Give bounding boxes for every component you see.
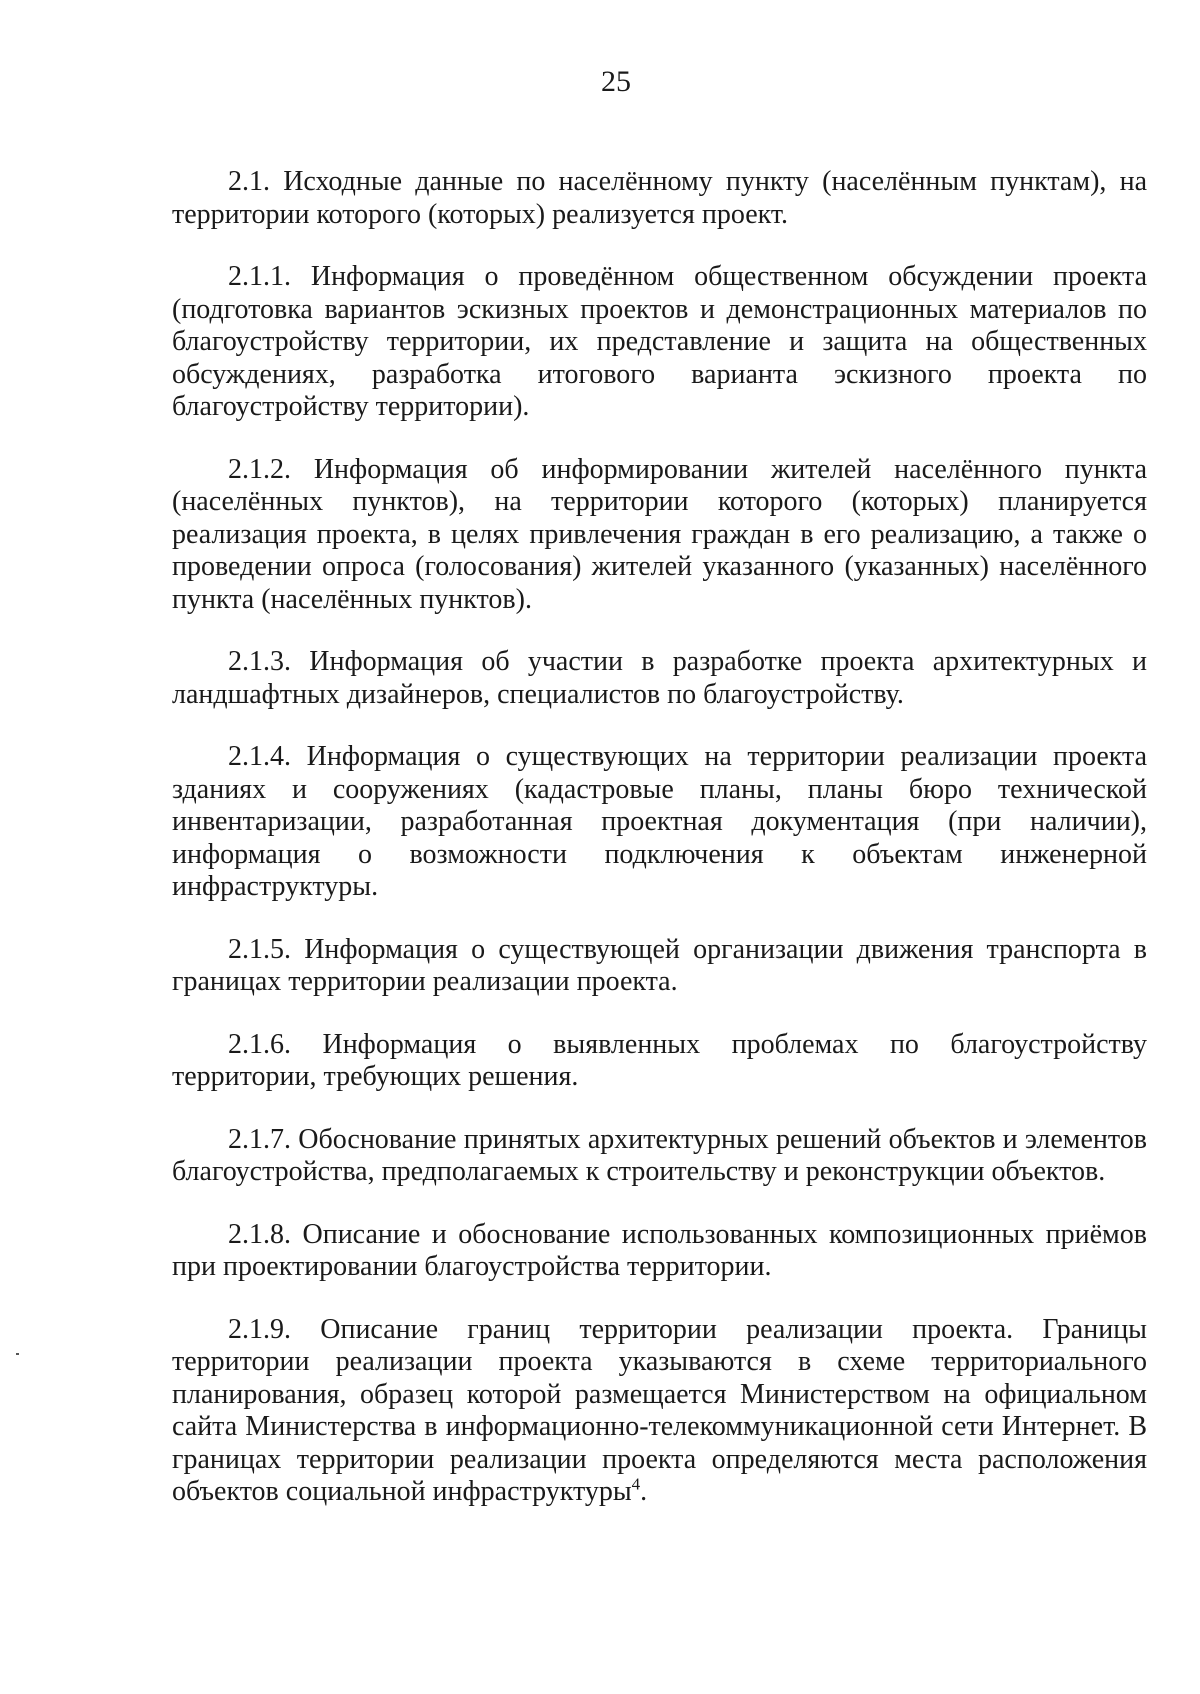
paragraph-2-1-9	[172, 1314, 1147, 1509]
paragraph-2-1-4: 2.1.4. Информация о существующих на территории реализации проекта зданиях и сооружениях (кадастровые планы, планы бюро технической инвентаризации, разработанная проектная документация (при наличии), информация о возможности подключения к объектам инженерной инфраструктуры.	[172, 741, 1147, 902]
footnote-reference[interactable]: 4	[631, 1474, 641, 1494]
paragraph-2-1-3: 2.1.3. Информация об участии в разработке проекта архитектурных и ландшафтных дизайнеров, специалистов по благоустройству.	[172, 646, 1147, 710]
page-number: 25	[601, 65, 631, 98]
paragraph-2-1-9-tail: .	[640, 1476, 648, 1507]
paragraph-2-1-6: 2.1.6. Информация о выявленных проблемах по благоустройству территории, требующих решения.	[172, 1028, 1147, 1092]
paragraph-2-1-8: 2.1.8. Описание и обоснование использованных композиционных приёмов при проектировании благоустройства территории.	[172, 1218, 1147, 1282]
paragraph-2-1: 2.1. Исходные данные по населённому пункту (населённым пунктам), на территории которого (которых) реализуется проект.	[172, 166, 1147, 230]
scan-artifact-mark	[16, 1353, 19, 1355]
paragraph-2-1-9-text: 2.1.9. Описание границ территории реализации проекта. Границы территории реализации проекта указываются в схеме территориального планирования, образец которой размещается Министерством на официальном сайта Министерства в информационно-телекоммуникационной сети Интернет. В границах территории реализации проекта определяются места расположения объектов социальной инфраструктуры	[172, 1313, 1147, 1507]
paragraph-2-1-2: 2.1.2. Информация об информировании жителей населённого пункта (населённых пунктов), на территории которого (которых) планируется реализация проекта, в целях привлечения граждан в его реализацию, а также о проведении опроса (голосования) жителей указанного (указанных) населённого пункта (населённых пунктов).	[172, 453, 1147, 615]
document-body	[172, 166, 1147, 1539]
paragraph-2-1-7: 2.1.7. Обоснование принятых архитектурных решений объектов и элементов благоустройства, предполагаемых к строительству и реконструкции объектов.	[172, 1123, 1147, 1187]
paragraph-2-1-1: 2.1.1. Информация о проведённом общественном обсуждении проекта (подготовка вариантов эскизных проектов и демонстрационных материалов по благоустройству территории, их представление и защита на общественных обсуждениях, разработка итогового варианта эскизного проекта по благоустройству территории).	[172, 261, 1147, 422]
paragraph-2-1-5: 2.1.5. Информация о существующей организации движения транспорта в границах территории реализации проекта.	[172, 933, 1147, 997]
